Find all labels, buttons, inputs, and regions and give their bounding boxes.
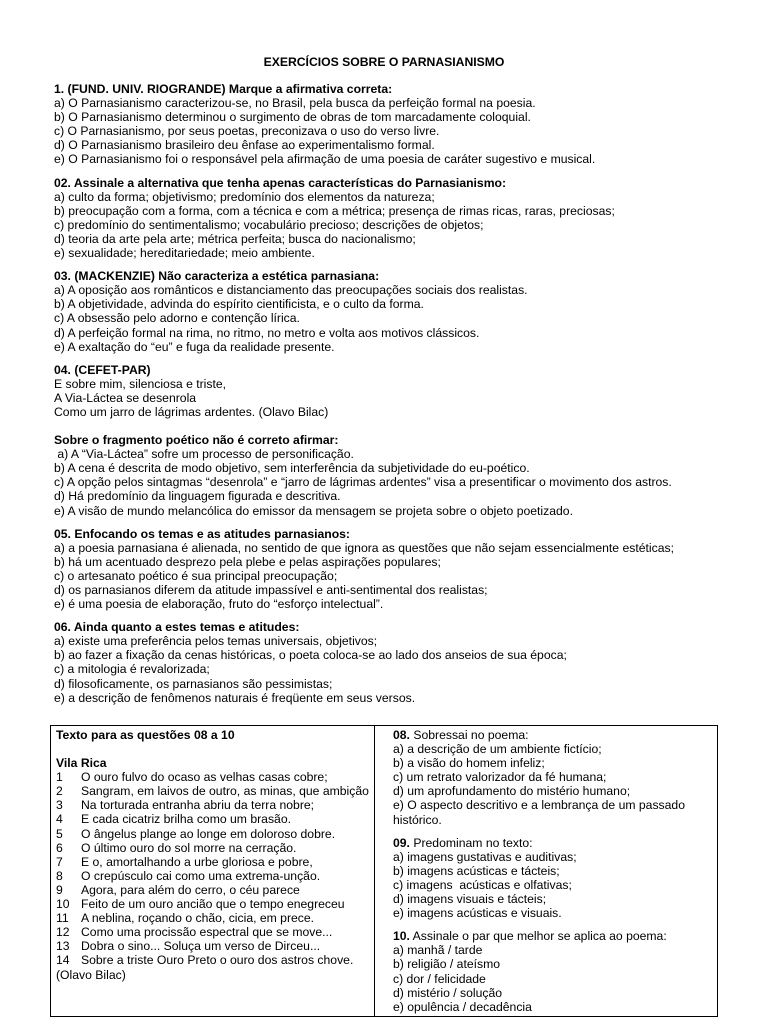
option-d: d) Há predomínio da linguagem figurada e descritiva. [54, 489, 341, 504]
poem-column [51, 726, 375, 1016]
option-e: e) A visão de mundo melancólica do emissor da mensagem se projeta sobre o objeto poetizado. [54, 503, 573, 518]
option-d: d) mistério / solução [393, 985, 503, 1000]
poem-line [56, 897, 374, 911]
poem-line-text: Sobre a triste Ouro Preto o ouro dos astros chove. [81, 953, 354, 968]
poem-line-text: E o, amortalhando a urbe gloriosa e pobre, [81, 854, 313, 869]
poem-line-text: O crepúsculo cai como uma extrema-unção. [81, 868, 321, 883]
document-title: EXERCÍCIOS SOBRE O PARNASIANISMO [263, 55, 505, 69]
question-header: 06. Ainda quanto a estes temas e atitudes: [54, 620, 300, 635]
poem-line-number: 1 [56, 770, 63, 785]
option-b: b) O Parnasianismo determinou o surgimento de obras de tom marcadamente coloquial. [54, 110, 531, 125]
poem-line-text: Agora, para além do cerro, o céu parece [81, 882, 300, 897]
option-d: d) filosoficamente, os parnasianos são pessimistas; [54, 676, 333, 691]
question-8 [393, 728, 718, 827]
poem-line-number: 5 [56, 826, 63, 841]
poem-line [56, 841, 374, 855]
option-e: e) imagens acústicas e visuais. [393, 906, 562, 921]
option-e: e) opulência / decadência [393, 999, 532, 1014]
poem-line-number: 6 [56, 840, 63, 855]
poem-line [56, 953, 374, 967]
poem-lines [56, 770, 374, 967]
poem-line-number: 10 [56, 897, 70, 912]
option-c: c) o artesanato poético é sua principal preocupação; [54, 568, 338, 583]
option-d: d) A perfeição formal na rima, no ritmo, no metro e volta aos motivos clássicos. [54, 325, 480, 340]
poem-line [56, 939, 374, 953]
questions-table [50, 725, 718, 1017]
poem-line [56, 925, 374, 939]
poem-line-text: A neblina, roçando o chão, cicia, em prece. [81, 911, 315, 926]
option-d: d) teoria da arte pela arte; métrica perfeita; busca do nacionalismo; [54, 231, 416, 246]
option-e: e) é uma poesia de elaboração, fruto do “esforço intelectual”. [54, 597, 384, 612]
option-b: b) preocupação com a forma, com a técnica e com a métrica; presença de rimas ricas, raras, preciosas; [54, 203, 615, 218]
poem-line-text: Dobra o sino... Soluça um verso de Dirceu... [81, 939, 321, 954]
poem-line-number: 3 [56, 798, 63, 813]
option-a: a) O Parnasianismo caracterizou-se, no Brasil, pela busca da perfeição formal na poesia. [54, 96, 536, 111]
poem-line-text: E cada cicatriz brilha como um brasão. [81, 812, 291, 827]
poem-line-text: Feito de um ouro ancião que o tempo enegreceu [81, 897, 345, 912]
option-e: e) A exaltação do “eu” e fuga da realidade presente. [54, 339, 335, 354]
option-a: a) manhã / tarde [393, 943, 483, 958]
option-d: d) O Parnasianismo brasileiro deu ênfase ao experimentalismo formal. [54, 138, 435, 153]
poem-line [56, 911, 374, 925]
option-c: c) a mitologia é revalorizada; [54, 662, 210, 677]
option-d: d) um aprofundamento do mistério humano; [393, 784, 631, 799]
question-prompt: Sobre o fragmento poético não é correto afirmar: [54, 433, 339, 448]
poem-line-text: Sangram, em laivos de outro, as minas, que ambição [81, 784, 369, 799]
option-a: a) imagens gustativas e auditivas; [393, 849, 577, 864]
option-a: a) existe uma preferência pelos temas universais, objetivos; [54, 634, 378, 649]
question-header: 03. (MACKENZIE) Não caracteriza a estética parnasiana: [54, 269, 380, 284]
option-c: c) predomínio do sentimentalismo; vocabulário precioso; descrições de objetos; [54, 217, 484, 232]
poem-line-number: 2 [56, 784, 63, 799]
option-e: e) O Parnasianismo foi o responsável pela afirmação de uma poesia de caráter sugestivo e musical. [54, 152, 596, 167]
poem-author: (Olavo Bilac) [56, 967, 126, 982]
poem-line-number: 9 [56, 882, 63, 897]
option-b: b) imagens acústicas e tácteis; [393, 863, 560, 878]
poem-line [56, 883, 374, 897]
poem-line-number: 12 [56, 925, 70, 940]
poem-line-number: 13 [56, 939, 70, 954]
question-2 [54, 176, 754, 261]
question-number: 10. [393, 929, 410, 944]
option-b: b) a visão do homem infeliz; [393, 756, 545, 771]
question-prompt: Predominam no texto: [409, 835, 533, 850]
question-prompt: Sobressai no poema: [409, 728, 529, 742]
question-header: 1. (FUND. UNIV. RIOGRANDE) Marque a afirmativa correta: [54, 82, 393, 96]
poem-line-text: Como uma procissão espectral que se move... [81, 925, 333, 940]
poem-line-number: 11 [56, 911, 69, 926]
option-c: c) um retrato valorizador da fé humana; [393, 770, 607, 785]
verse-line: Como um jarro de lágrimas ardentes. (Olavo Bilac) [54, 404, 329, 419]
poem-line [56, 827, 374, 841]
option-e: e) sexualidade; hereditariedade; meio ambiente. [54, 246, 315, 261]
option-c: c) imagens acústicas e olfativas; [393, 877, 572, 892]
question-number: 09. [393, 835, 410, 850]
option-b: b) há um acentuado desprezo pela plebe e pelas aspirações populares; [54, 554, 441, 569]
option-e: e) a descrição de fenômenos naturais é freqüente em seus versos. [54, 690, 416, 705]
poem-line-number: 8 [56, 868, 63, 883]
option-b: b) religião / ateísmo [393, 957, 501, 972]
poem-line [56, 770, 374, 784]
poem-title: Vila Rica [56, 756, 107, 771]
poem-line [56, 784, 374, 798]
poem-line [56, 869, 374, 883]
poem-line-text: O ouro fulvo do ocaso as velhas casas cobre; [81, 770, 328, 785]
option-a: a) a poesia parnasiana é alienada, no sentido de que ignora as questões que não sejam essencialmente estéticas; [54, 540, 674, 555]
option-b: b) ao fazer a fixação da cenas históricas, o poeta coloca-se ao lado dos anseios de sua época; [54, 648, 567, 663]
question-header: 05. Enfocando os temas e as atitudes parnasianos: [54, 526, 350, 541]
questions-column [388, 726, 718, 1016]
question-header: 04. (CEFET-PAR) [54, 362, 151, 377]
option-d: d) imagens visuais e tácteis; [393, 892, 547, 907]
question-9 [393, 836, 718, 921]
option-a: a) culto da forma; objetivismo; predomínio dos elementos da natureza; [54, 189, 435, 204]
question-5 [54, 527, 754, 612]
poem-line [56, 855, 374, 869]
poem-line-text: O último ouro do sol morre na cerração. [81, 840, 297, 855]
poem-line-number: 14 [56, 953, 70, 968]
poem-line [56, 798, 374, 812]
option-c: c) O Parnasianismo, por seus poetas, preconizava o uso do verso livre. [54, 124, 440, 139]
option-c: c) A obsessão pelo adorno e contenção lírica. [54, 311, 300, 326]
option-b: b) A cena é descrita de modo objetivo, sem interferência da subjetividade do eu-poético. [54, 461, 530, 476]
question-4 [54, 363, 754, 518]
question-6 [54, 620, 754, 705]
question-prompt: Assinale o par que melhor se aplica ao poema: [409, 929, 667, 944]
question-3 [54, 269, 754, 354]
poem-line-text: Na torturada entranha abriu da terra nobre; [81, 798, 315, 813]
option-c: c) dor / felicidade [393, 971, 486, 986]
poem-line-number: 4 [56, 812, 63, 827]
poem-line-text: O ângelus plange ao longe em doloroso dobre. [81, 826, 336, 841]
option-e: e) O aspecto descritivo e a lembrança de um passado histórico. [393, 798, 685, 827]
option-b: b) A objetividade, advinda do espírito cientificista, e o culto da forma. [54, 297, 424, 312]
poem-line-number: 7 [56, 854, 63, 869]
verse-line: E sobre mim, silenciosa e triste, [54, 376, 227, 391]
question-number: 08. [393, 728, 410, 742]
poem-line [56, 812, 374, 826]
question-1 [54, 82, 754, 167]
option-c: c) A opção pelos sintagmas “desenrola” e “jarro de lágrimas ardentes” visa a presentificar o movimento dos astros. [54, 475, 672, 490]
option-a: a) A oposição aos românticos e distanciamento das preocupações sociais dos realistas. [54, 283, 528, 298]
option-a: a) A “Via-Láctea” sofre um processo de personificação. [54, 447, 354, 462]
poem-section-header: Texto para as questões 08 a 10 [56, 728, 235, 742]
question-10 [393, 929, 718, 1014]
option-a: a) a descrição de um ambiente fictício; [393, 742, 602, 757]
verse-line: A Via-Láctea se desenrola [54, 390, 197, 405]
option-d: d) os parnasianos diferem da atitude impassível e anti-sentimental dos realistas; [54, 583, 488, 597]
questions-section [54, 82, 754, 714]
question-header: 02. Assinale a alternativa que tenha apenas características do Parnasianismo: [54, 175, 507, 190]
